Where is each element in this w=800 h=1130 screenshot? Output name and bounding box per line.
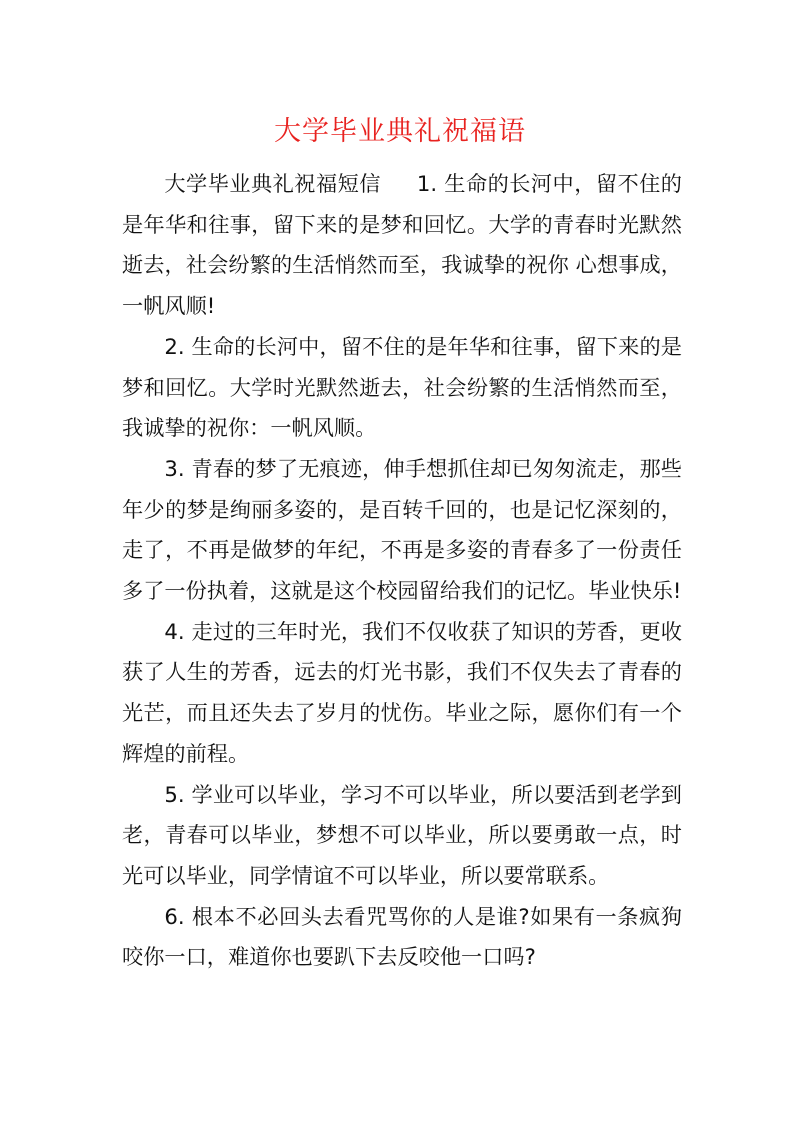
paragraph-3: 3. 青春的梦了无痕迹，伸手想抓住却已匆匆流走，那些年少的梦是绚丽多姿的，是百转千回的，也是记忆深刻的，走了，不再是做梦的年纪，不再是多姿的青春多了一份责任多了一份执着，这就是这个校园留给我们的记忆。毕业快乐!: [122, 455, 682, 604]
paragraph-5: 5. 学业可以毕业，学习不可以毕业，所以要活到老学到老，青春可以毕业，梦想不可以毕业，所以要勇敢一点，时光可以毕业，同学情谊不可以毕业，所以要常联系。: [122, 781, 682, 888]
document-body: [122, 164, 682, 978]
paragraph-6: 6. 根本不必回头去看咒骂你的人是谁?如果有一条疯狗咬你一口，难道你也要趴下去反咬他一口吗?: [122, 903, 682, 970]
paragraph-2: 2. 生命的长河中，留不住的是年华和往事，留下来的是梦和回忆。大学时光默然逝去，社会纷繁的生活悄然而至，我诚挚的祝你：一帆风顺。: [122, 333, 682, 441]
document-title: 大学毕业典礼祝福语: [274, 116, 526, 147]
paragraph-1-text: 1. 生命的长河中，留不住的是年华和往事，留下来的是梦和回忆。大学的青春时光默然逝去，社会纷繁的生活悄然而至，我诚挚的祝你 心想事成，一帆风顺!: [122, 171, 682, 319]
intro-label: 大学毕业典礼祝福短信: [164, 171, 381, 196]
paragraph-4: 4. 走过的三年时光，我们不仅收获了知识的芳香，更收获了人生的芳香，远去的灯光书影，我们不仅失去了青春的光芒，而且还失去了岁月的忧伤。毕业之际，愿你们有一个辉煌的前程。: [122, 618, 682, 766]
paragraph-1: [122, 164, 682, 327]
